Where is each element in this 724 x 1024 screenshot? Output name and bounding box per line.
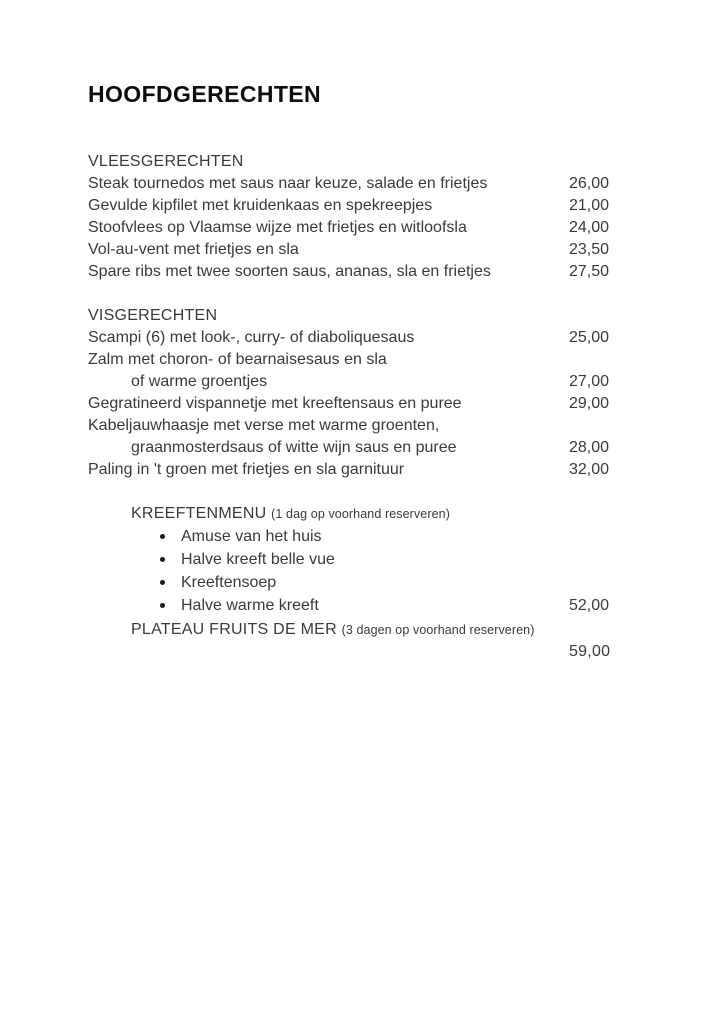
menu-section-fish xyxy=(88,305,636,481)
menu-item-price: 32,00 xyxy=(569,461,610,479)
course-label: Halve kreeft belle vue xyxy=(181,551,335,569)
list-item xyxy=(131,571,636,594)
menu-item-name: Gevulde kipfilet met kruidenkaas en spekreepjes xyxy=(88,197,433,215)
kreeftenmenu-course-list xyxy=(131,525,636,617)
menu-item-name: Steak tournedos met saus naar keuze, salade en frietjes xyxy=(88,175,488,193)
menu-item-name: Spare ribs met twee soorten saus, ananas, sla en frietjes xyxy=(88,263,491,281)
kreeftenmenu-note: (1 dag op voorhand reserveren) xyxy=(271,507,450,522)
plateau-label: PLATEAU FRUITS DE MER xyxy=(131,621,337,639)
kreeftenmenu-heading xyxy=(131,503,636,525)
menu-item xyxy=(88,261,636,283)
bullet-icon xyxy=(160,557,165,562)
menu-item xyxy=(88,393,636,415)
menu-item-name: Paling in 't groen met frietjes en sla garnituur xyxy=(88,461,405,479)
menu-item-name: Scampi (6) met look-, curry- of diaboliquesaus xyxy=(88,329,415,347)
combo-menus xyxy=(88,503,636,661)
menu-item-name-continuation: graanmosterdsaus of witte wijn saus en puree xyxy=(131,439,457,457)
menu-section-meat xyxy=(88,151,636,283)
plateau-heading xyxy=(131,619,636,661)
menu-item-name: Kabeljauwhaasje met verse met warme groenten, xyxy=(88,417,440,435)
menu-item xyxy=(88,217,636,239)
menu-item xyxy=(88,195,636,217)
menu-item-name-continuation: of warme groentjes xyxy=(131,373,268,391)
bullet-icon xyxy=(160,580,165,585)
kreeftenmenu-label: KREEFTENMENU xyxy=(131,505,267,523)
menu-item-name: Vol-au-vent met frietjes en sla xyxy=(88,241,299,259)
menu-content xyxy=(88,81,636,661)
section-heading: VLEESGERECHTEN xyxy=(88,153,244,171)
menu-item xyxy=(88,327,636,349)
menu-item-price: 27,50 xyxy=(569,263,610,281)
menu-item-price: 25,00 xyxy=(569,329,610,347)
course-label: Amuse van het huis xyxy=(181,528,322,546)
menu-item xyxy=(88,349,636,393)
menu-item-name: Zalm met choron- of bearnaisesaus en sla xyxy=(88,351,387,369)
menu-item-name: Stoofvlees op Vlaamse wijze met frietjes en witloofsla xyxy=(88,219,467,237)
menu-item-price: 21,00 xyxy=(569,197,610,215)
menu-item-price: 29,00 xyxy=(569,395,610,413)
plateau-note: (3 dagen op voorhand reserveren) xyxy=(341,623,535,638)
list-item xyxy=(131,594,636,617)
menu-item-price: 26,00 xyxy=(569,175,610,193)
page-title: HOOFDGERECHTEN xyxy=(88,81,322,107)
list-item xyxy=(131,548,636,571)
menu-item-price: 27,00 xyxy=(569,373,610,391)
menu-item xyxy=(88,415,636,459)
list-item xyxy=(131,525,636,548)
menu-item-price: 24,00 xyxy=(569,219,610,237)
section-heading: VISGERECHTEN xyxy=(88,307,218,325)
bullet-icon xyxy=(160,534,165,539)
course-label: Halve warme kreeft xyxy=(181,597,319,615)
menu-item xyxy=(88,459,636,481)
course-label: Kreeftensoep xyxy=(181,574,277,592)
menu-item-price: 28,00 xyxy=(569,439,610,457)
menu-item-name: Gegratineerd vispannetje met kreeftensaus en puree xyxy=(88,395,462,413)
bullet-icon xyxy=(160,603,165,608)
menu-item-price: 23,50 xyxy=(569,241,610,259)
menu-item xyxy=(88,239,636,261)
kreeftenmenu-price: 52,00 xyxy=(569,597,610,615)
menu-item xyxy=(88,173,636,195)
plateau-price: 59,00 xyxy=(569,643,611,661)
